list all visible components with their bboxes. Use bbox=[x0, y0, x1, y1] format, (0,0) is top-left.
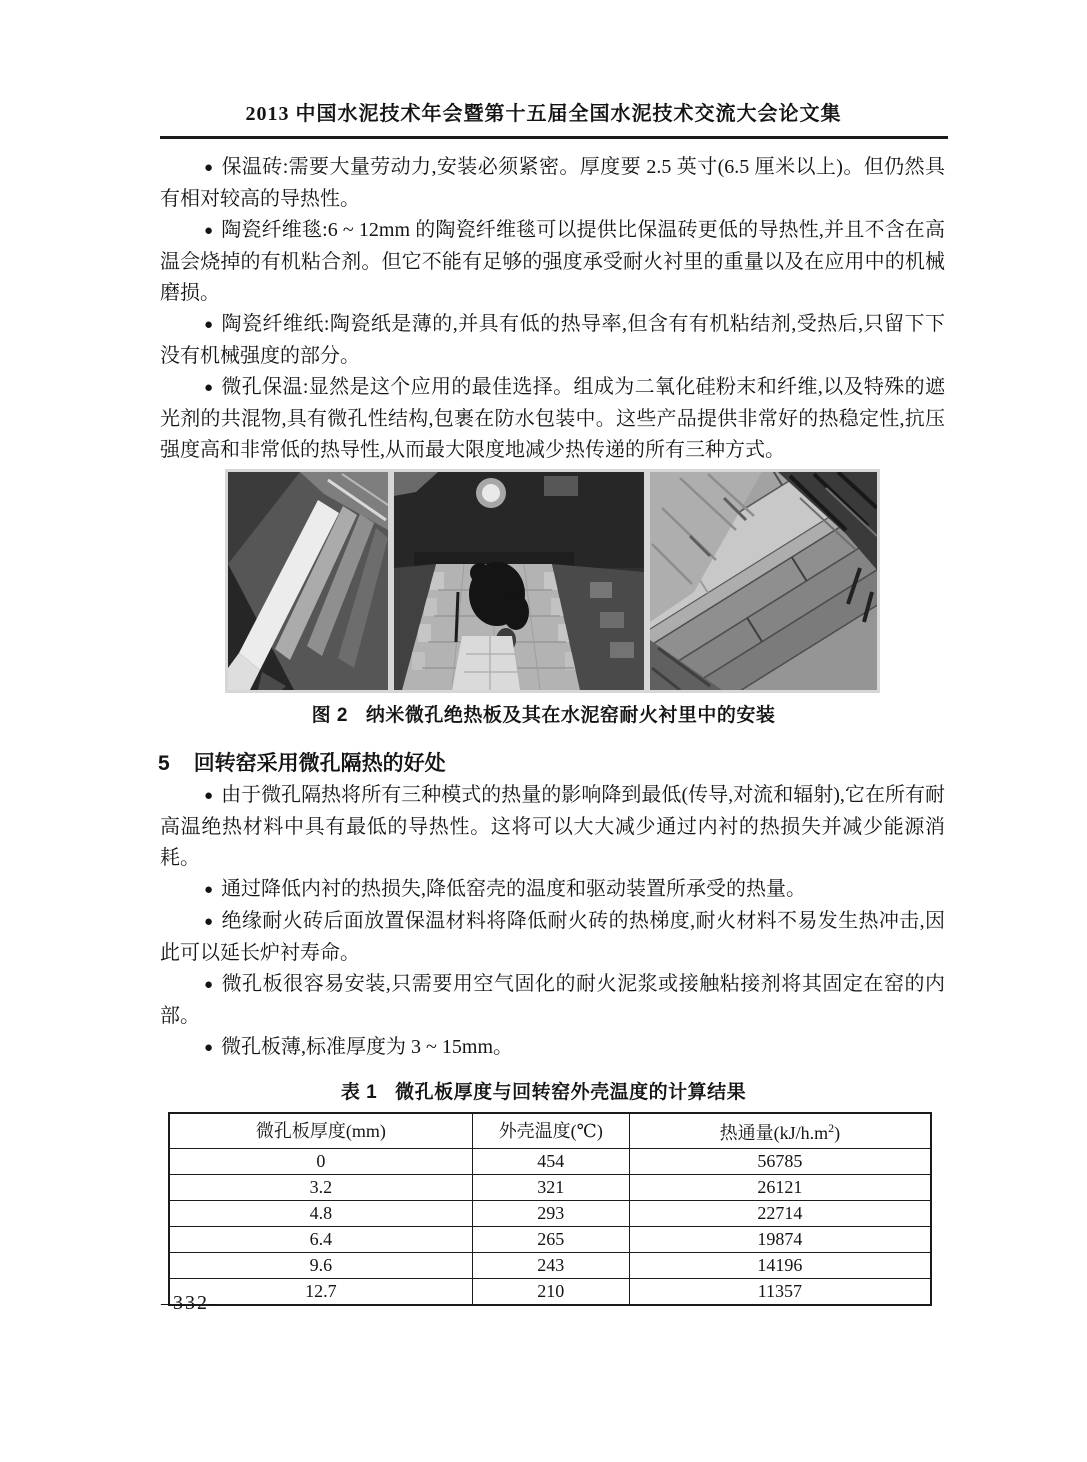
materials-bullet-list bbox=[160, 152, 945, 466]
bullet-icon: ● bbox=[204, 977, 214, 993]
section-title: 回转窑采用微孔隔热的好处 bbox=[193, 752, 446, 775]
paragraph-text: 由于微孔隔热将所有三种模式的热量的影响降到最低(传导,对流和辐射),它在所有耐高温绝热材料中具有最低的导热性。这将可以大大减少通过内衬的热损失并减少能源消耗。 bbox=[160, 784, 945, 869]
bullet-paragraph bbox=[160, 309, 945, 372]
table-row bbox=[169, 1201, 931, 1227]
column-header-thickness: 微孔板厚度(mm) bbox=[169, 1113, 472, 1149]
section-5-bullet-list bbox=[160, 780, 945, 1064]
paragraph-text: 微孔板很容易安装,只需要用空气固化的耐火泥浆或接触粘接剂将其固定在窑的内部。 bbox=[160, 973, 946, 1027]
section-number: 5 bbox=[158, 752, 170, 775]
bullet-icon: ● bbox=[204, 882, 214, 898]
table-row bbox=[169, 1227, 931, 1253]
running-head: 2013 中国水泥技术年会暨第十五届全国水泥技术交流大会论文集 bbox=[245, 103, 842, 125]
figure-2 bbox=[225, 469, 880, 693]
bullet-icon: ● bbox=[204, 223, 214, 239]
table-cell: 11357 bbox=[629, 1279, 931, 1306]
header-rule bbox=[160, 136, 948, 139]
bullet-icon: ● bbox=[204, 788, 214, 804]
table-caption-text: 微孔板厚度与回转窑外壳温度的计算结果 bbox=[395, 1082, 747, 1103]
column-header-shell-temperature: 外壳温度(℃) bbox=[472, 1113, 629, 1149]
figure-label: 图 2 bbox=[311, 705, 348, 726]
table-1-caption bbox=[0, 1077, 1087, 1104]
paragraph-text: 陶瓷纤维毯:6 ~ 12mm 的陶瓷纤维毯可以提供比保温砖更低的导热性,并且不含在高温会烧掉的有机粘合剂。但它不能有足够的强度承受耐火衬里的重量以及在应用中的机械磨损。 bbox=[160, 219, 945, 304]
table-header-row bbox=[169, 1113, 931, 1149]
table-1 bbox=[168, 1112, 932, 1306]
table-cell: 12.7 bbox=[169, 1279, 472, 1306]
section-5-heading bbox=[158, 750, 945, 777]
table-cell: 19874 bbox=[629, 1227, 931, 1253]
kiln-interior-installation-photo bbox=[394, 472, 644, 690]
table-cell: 4.8 bbox=[169, 1201, 472, 1227]
table-row bbox=[169, 1175, 931, 1201]
bullet-icon: ● bbox=[204, 317, 214, 333]
bullet-paragraph bbox=[160, 152, 945, 215]
paragraph-text: 微孔保温:显然是这个应用的最佳选择。组成为二氧化硅粉末和纤维,以及特殊的遮光剂的共混物,具有微孔性结构,包裹在防水包装中。这些产品提供非常好的热稳定性,抗压强度高和非常低的热导性,从而最大限度地减少热传递的所有三种方式。 bbox=[160, 376, 945, 461]
bullet-paragraph bbox=[160, 1032, 945, 1064]
table-cell: 210 bbox=[472, 1279, 629, 1306]
table-row bbox=[169, 1253, 931, 1279]
table-cell: 293 bbox=[472, 1201, 629, 1227]
table-cell: 26121 bbox=[629, 1175, 931, 1201]
bullet-paragraph bbox=[160, 874, 945, 906]
paragraph-text: 通过降低内衬的热损失,降低窑壳的温度和驱动装置所承受的热量。 bbox=[221, 878, 807, 900]
bullet-paragraph bbox=[160, 906, 945, 969]
table-label: 表 1 bbox=[340, 1082, 378, 1103]
table-cell: 14196 bbox=[629, 1253, 931, 1279]
bullet-paragraph bbox=[160, 780, 945, 874]
bullet-icon: ● bbox=[204, 914, 214, 930]
paragraph-text: 微孔板薄,标准厚度为 3 ~ 15mm。 bbox=[221, 1036, 513, 1058]
column-header-heat-flux: 热通量$(kJ/h.m^2)$ bbox=[629, 1113, 931, 1149]
bullet-icon: ● bbox=[204, 380, 214, 396]
table-cell: 0 bbox=[169, 1149, 472, 1175]
paragraph-text: 陶瓷纤维纸:陶瓷纸是薄的,并具有低的热导率,但含有有机粘结剂,受热后,只留下下没有机械强度的部分。 bbox=[160, 313, 945, 367]
table-cell: 6.4 bbox=[169, 1227, 472, 1253]
bullet-icon: ● bbox=[204, 1040, 214, 1056]
refractory-brick-lining-photo bbox=[650, 472, 877, 690]
table-cell: 22714 bbox=[629, 1201, 931, 1227]
table-row bbox=[169, 1149, 931, 1175]
table-row bbox=[169, 1279, 931, 1306]
table-cell: 243 bbox=[472, 1253, 629, 1279]
figure-2-caption bbox=[0, 700, 1087, 727]
table-cell: 56785 bbox=[629, 1149, 931, 1175]
bullet-paragraph bbox=[160, 372, 945, 466]
table-cell: 3.2 bbox=[169, 1175, 472, 1201]
microporous-insulation-boards-photo bbox=[228, 472, 388, 690]
table-cell: 454 bbox=[472, 1149, 629, 1175]
bullet-paragraph bbox=[160, 215, 945, 309]
page-number: –332– bbox=[161, 1292, 221, 1314]
table-cell: 265 bbox=[472, 1227, 629, 1253]
bullet-paragraph bbox=[160, 969, 945, 1032]
paragraph-text: 保温砖:需要大量劳动力,安装必须紧密。厚度要 2.5 英寸(6.5 厘米以上)。但仍然具有相对较高的导热性。 bbox=[160, 156, 945, 210]
bullet-icon: ● bbox=[204, 160, 214, 176]
table-cell: 9.6 bbox=[169, 1253, 472, 1279]
table-cell: 321 bbox=[472, 1175, 629, 1201]
figure-caption-text: 纳米微孔绝热板及其在水泥窑耐火衬里中的安装 bbox=[365, 705, 776, 726]
paragraph-text: 绝缘耐火砖后面放置保温材料将降低耐火砖的热梯度,耐火材料不易发生热冲击,因此可以延长炉衬寿命。 bbox=[160, 910, 945, 964]
